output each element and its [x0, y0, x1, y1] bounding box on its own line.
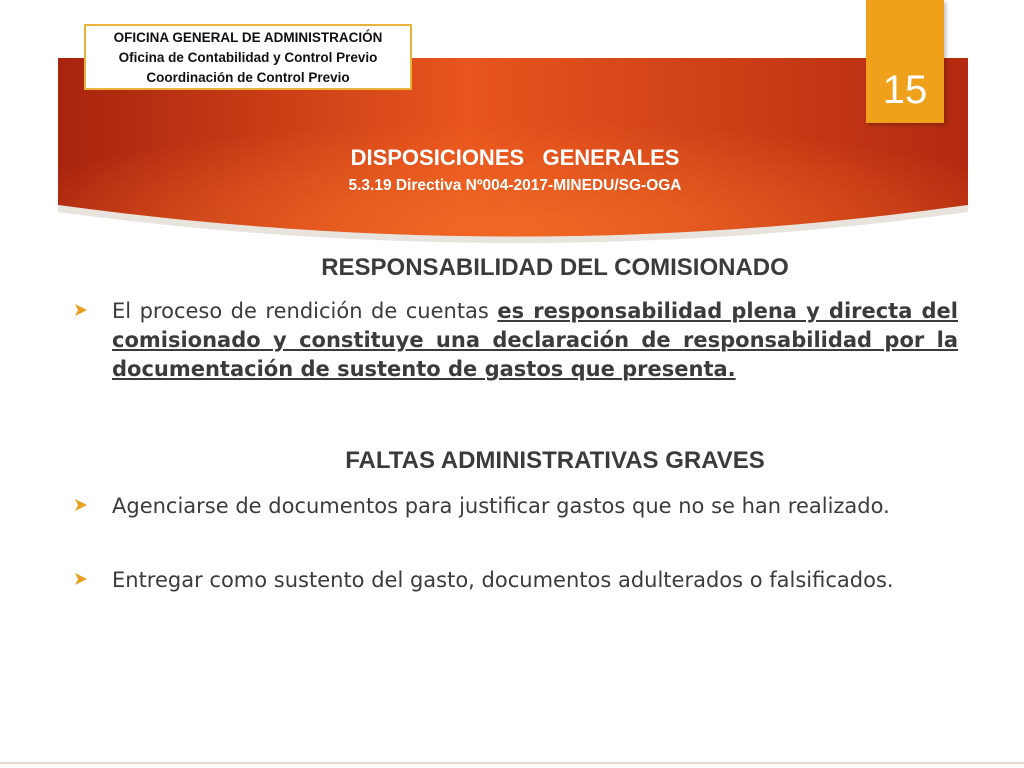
- bullet-plain-text: El proceso de rendición de cuentas: [112, 299, 498, 323]
- section-heading-responsabilidad: RESPONSABILIDAD DEL COMISIONADO: [321, 254, 789, 281]
- page-number: 15: [882, 68, 928, 112]
- office-label-box: [84, 24, 412, 90]
- bullet-text: Agenciarse de documentos para justificar gastos que no se han realizado.: [112, 494, 890, 518]
- arrowhead-bullet-icon: [74, 303, 88, 317]
- bullet-text: [112, 297, 958, 384]
- slide-title: DISPOSICIONES GENERALES: [350, 145, 680, 170]
- section-heading-faltas: FALTAS ADMINISTRATIVAS GRAVES: [345, 447, 765, 474]
- page-number-tab: [866, 0, 944, 123]
- slide-subtitle: 5.3.19 Directiva Nº004-2017-MINEDU/SG-OGA: [348, 177, 682, 194]
- footer-divider: [0, 762, 1024, 764]
- bullet-falta-2: [74, 566, 958, 595]
- office-line-1: OFICINA GENERAL DE ADMINISTRACIÓN: [113, 30, 383, 45]
- bullet-falta-1: [74, 492, 958, 521]
- bullet-responsabilidad: [74, 297, 958, 384]
- office-line-3: Coordinación de Control Previo: [146, 70, 350, 85]
- bullet-emphasis-text: es responsabilidad plena y directa del comisionado y constituye una declaración de responsabilidad por la documentación de sustento de gastos que presenta.: [112, 299, 958, 381]
- arrowhead-bullet-icon: [74, 572, 88, 586]
- bullet-text: Entregar como sustento del gasto, documentos adulterados o falsificados.: [112, 568, 894, 592]
- office-line-2: Oficina de Contabilidad y Control Previo: [118, 50, 378, 65]
- arrowhead-bullet-icon: [74, 498, 88, 512]
